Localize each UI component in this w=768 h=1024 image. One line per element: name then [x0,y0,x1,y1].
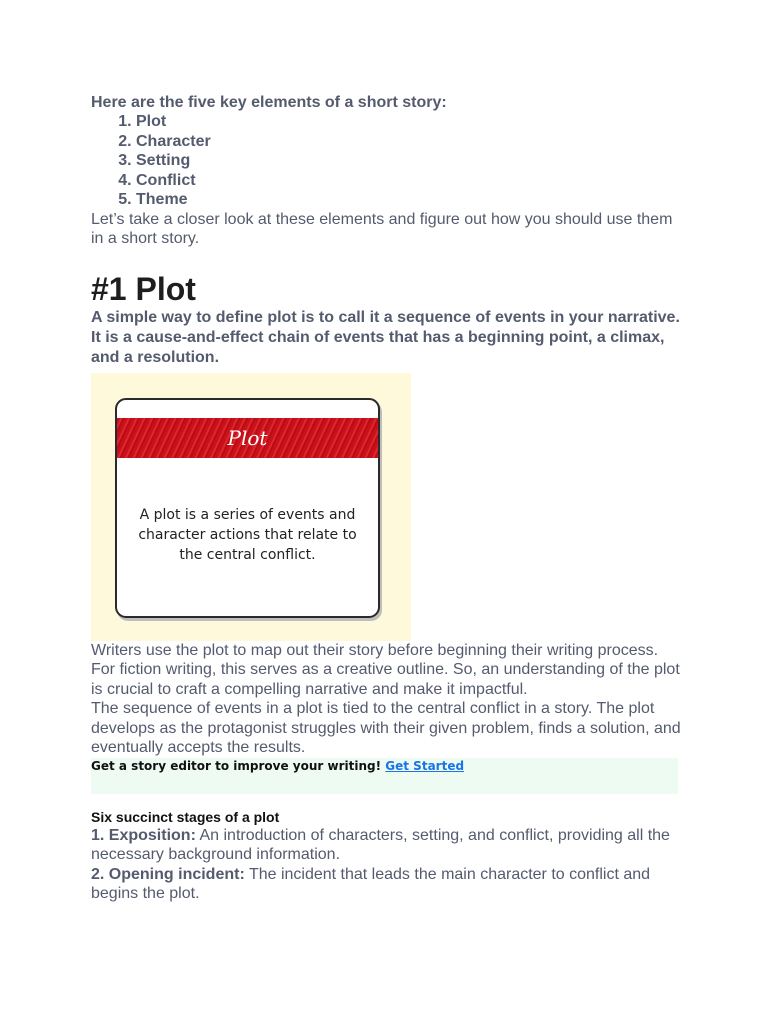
plot-lead: A simple way to define plot is to call it a sequence of events in your narrative. It is a cause-and-effect chain of events that has a beginning point, a climax, and a resolution. [91,308,680,366]
article [91,93,681,904]
stage-item [91,865,681,904]
stage-text: The incident that leads the main character to conflict and begins the plot. [91,865,651,902]
list-item: 1. Plot [136,112,681,132]
list-item: 3. Setting [136,151,681,171]
cta-text: Get a story editor to improve your writing! [91,758,382,773]
list-item: 2. Character [136,132,681,152]
stage-label: 1. Exposition: [91,826,196,844]
intro-text: Here are the five key elements of a short story: [91,94,447,111]
closer-look-text: Let’s take a closer look at these elements and figure out how you should use them in a short story. [91,210,673,247]
get-started-link[interactable]: Get Started [385,758,465,773]
stage-item [91,826,681,865]
elements-list [91,112,681,210]
paragraph: The sequence of events in a plot is tied to the central conflict in a story. The plot develops as the protagonist struggles with their given problem, finds a solution, and eventually accepts the results. [91,700,681,756]
paragraph: Writers use the plot to map out their story before beginning their writing process. For fiction writing, this serves as a creative outline. So, an understanding of the plot is crucial to craft a compelling narrative and make it impactful. [91,641,680,698]
list-item: 5. Theme [136,190,681,210]
stages-title: Six succinct stages of a plot [91,808,280,825]
section-heading: #1 Plot [91,270,196,307]
stage-text: An introduction of characters, setting, and conflict, providing all the necessary background information. [91,826,670,863]
cta-banner [91,758,678,794]
list-item: 4. Conflict [136,171,681,191]
stage-label: 2. Opening incident: [91,865,245,883]
card-text: A plot is a series of events and character actions that relate to the central conflict. [138,506,357,563]
plot-card [115,398,380,618]
card-title: Plot [227,425,268,450]
plot-figure [91,373,411,641]
